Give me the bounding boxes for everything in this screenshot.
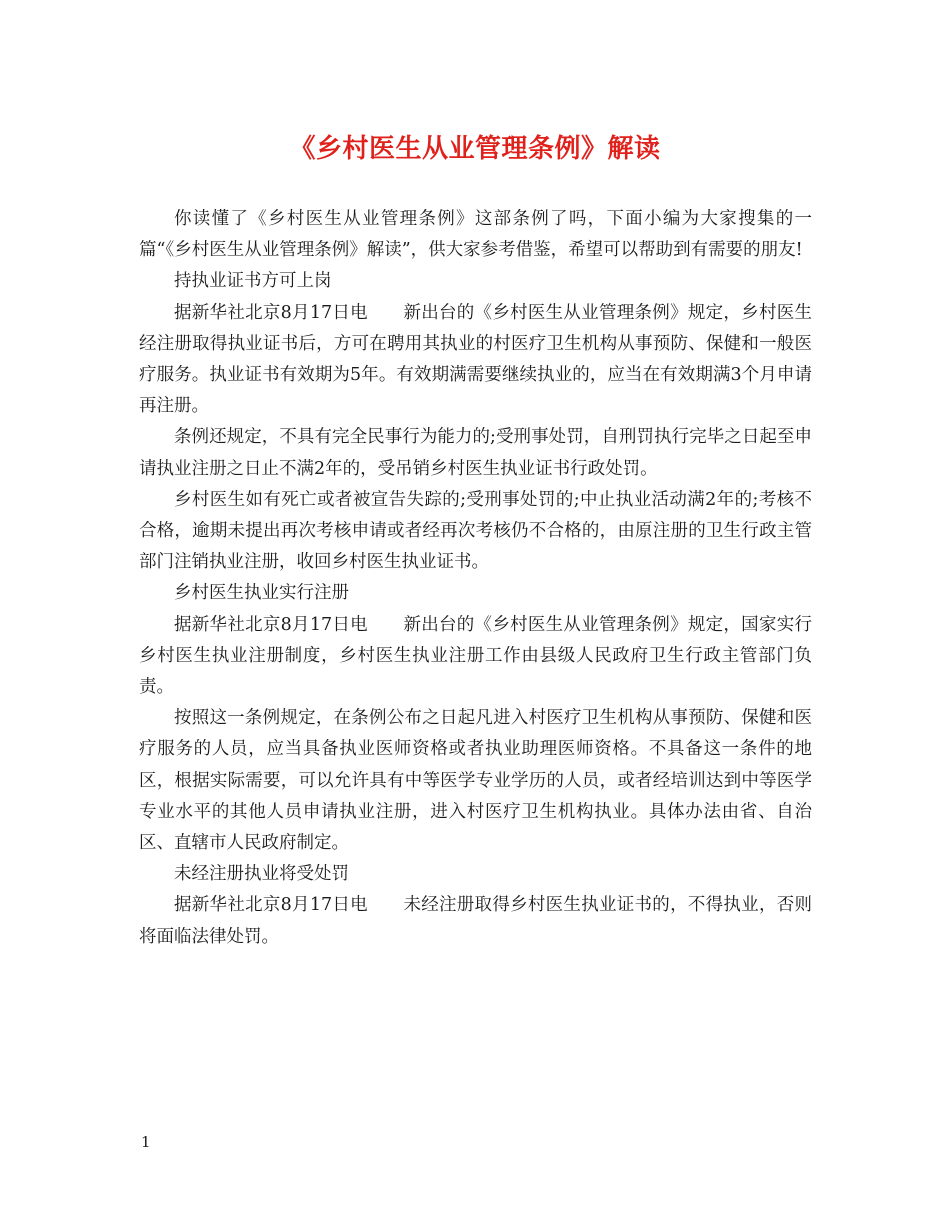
section-heading-certificate: 持执业证书方可上岗: [174, 271, 332, 292]
paragraph-deregistration: 乡村医生如有死亡或者被宣告失踪的;受刑事处罚的;中止执业活动满2年的;考核不合格，逾期未提出再次考核申请或者经再次考核仍不合格的，由原注册的卫生行政主管部门注销执业注册，收回乡村医生执业证书。: [139, 489, 812, 573]
paragraph-registration-system: 据新华社北京8月17日电 新出台的《乡村医生从业管理条例》规定，国家实行乡村医生执业注册制度，乡村医生执业注册工作由县级人民政府卫生行政主管部门负责。: [139, 614, 812, 698]
paragraph-qualification-rules: 按照这一条例规定，在条例公布之日起凡进入村医疗卫生机构从事预防、保健和医疗服务的人员，应当具备执业医师资格或者执业助理医师资格。不具备这一条件的地区，根据实际需要，可以允许具有中等医学专业学历的人员，或者经培训达到中等医学专业水平的其他人员申请执业注册，进入村医疗卫生机构执业。具体办法由省、自治区、直辖市人民政府制定。: [139, 708, 812, 854]
page-number: 1: [141, 1133, 151, 1151]
section-heading-punishment: 未经注册执业将受处罚: [174, 864, 349, 885]
paragraph-penalty-conditions: 条例还规定，不具有完全民事行为能力的;受刑事处罚，自刑罚执行完毕之日起至申请执业注册之日止不满2年的，受吊销乡村医生执业证书行政处罚。: [139, 427, 812, 479]
paragraph-unregistered-penalty: 据新华社北京8月17日电 未经注册取得乡村医生执业证书的，不得执业，否则将面临法律处罚。: [139, 895, 812, 947]
document-title: 《乡村医生从业管理条例》解读: [289, 134, 661, 164]
paragraph-certificate-rule: 据新华社北京8月17日电 新出台的《乡村医生从业管理条例》规定，乡村医生经注册取得执业证书后，方可在聘用其执业的村医疗卫生机构从事预防、保健和一般医疗服务。执业证书有效期为5年。有效期满需要继续执业的，应当在有效期满3个月申请再注册。: [139, 302, 812, 417]
paragraph-intro: 你读懂了《乡村医生从业管理条例》这部条例了吗，下面小编为大家搜集的一篇“《乡村医生从业管理条例》解读”，供大家参考借鉴，希望可以帮助到有需要的朋友!: [139, 209, 812, 261]
document-body: [139, 204, 812, 953]
section-heading-registration: 乡村医生执业实行注册: [174, 583, 349, 604]
